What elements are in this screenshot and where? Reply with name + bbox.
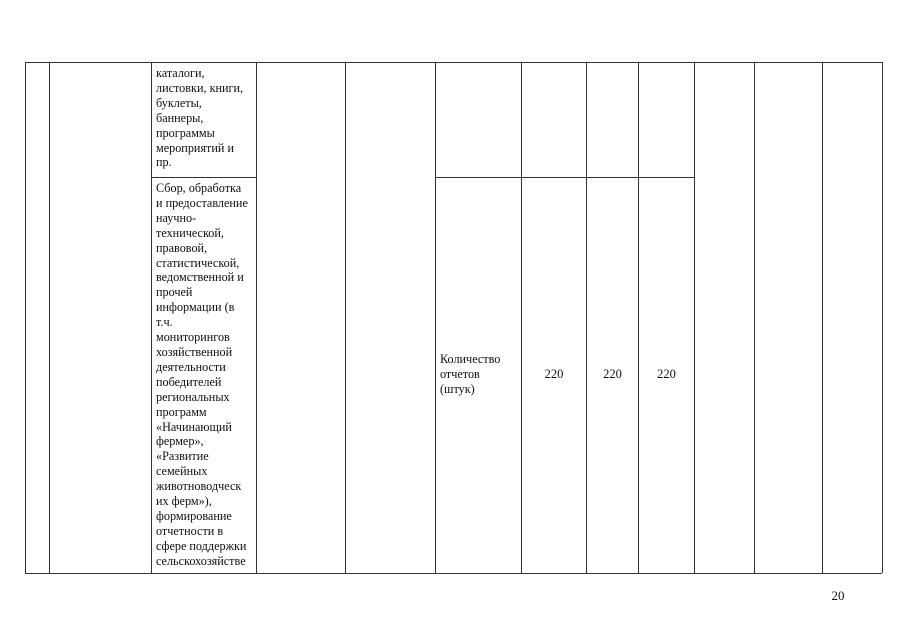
row2-value-1: 220: [544, 367, 564, 381]
row-divider-description: [151, 177, 256, 178]
row-divider-values: [435, 177, 694, 178]
column-line-10: [694, 62, 695, 573]
column-line-2: [49, 62, 50, 573]
column-line-9: [638, 62, 639, 573]
row1-description-cell: каталоги, листовки, книги, буклеты, баннеры, программы мероприятий и пр.: [156, 66, 244, 170]
column-line-4: [256, 62, 257, 573]
column-line-3: [151, 62, 152, 573]
row2-description-cell: Сбор, обработка и предоставление научно- технической, правовой, статистической, ведомственной и прочей информации (в т.ч. мониторингов хозяйственной деятельности победителей региональных программ «Начинающий фермер», «Развитие семейных животноводческ их ферм»), формирование отчетности в сфере поддержки сельскохозяйстве: [156, 181, 248, 568]
row2-value-3: 220: [657, 367, 676, 381]
column-line-7: [521, 62, 522, 573]
column-line-6: [435, 62, 436, 573]
column-line-5: [345, 62, 346, 573]
column-line-11: [754, 62, 755, 573]
row2-indicator-cell: Количество отчетов (штук): [440, 352, 501, 396]
table-bottom-border: [25, 573, 882, 574]
column-line-1: [25, 62, 26, 573]
row2-value-2: 220: [603, 367, 622, 381]
page-number: 20: [831, 588, 845, 603]
column-line-12: [822, 62, 823, 573]
column-line-8: [586, 62, 587, 573]
column-line-13: [882, 62, 883, 573]
